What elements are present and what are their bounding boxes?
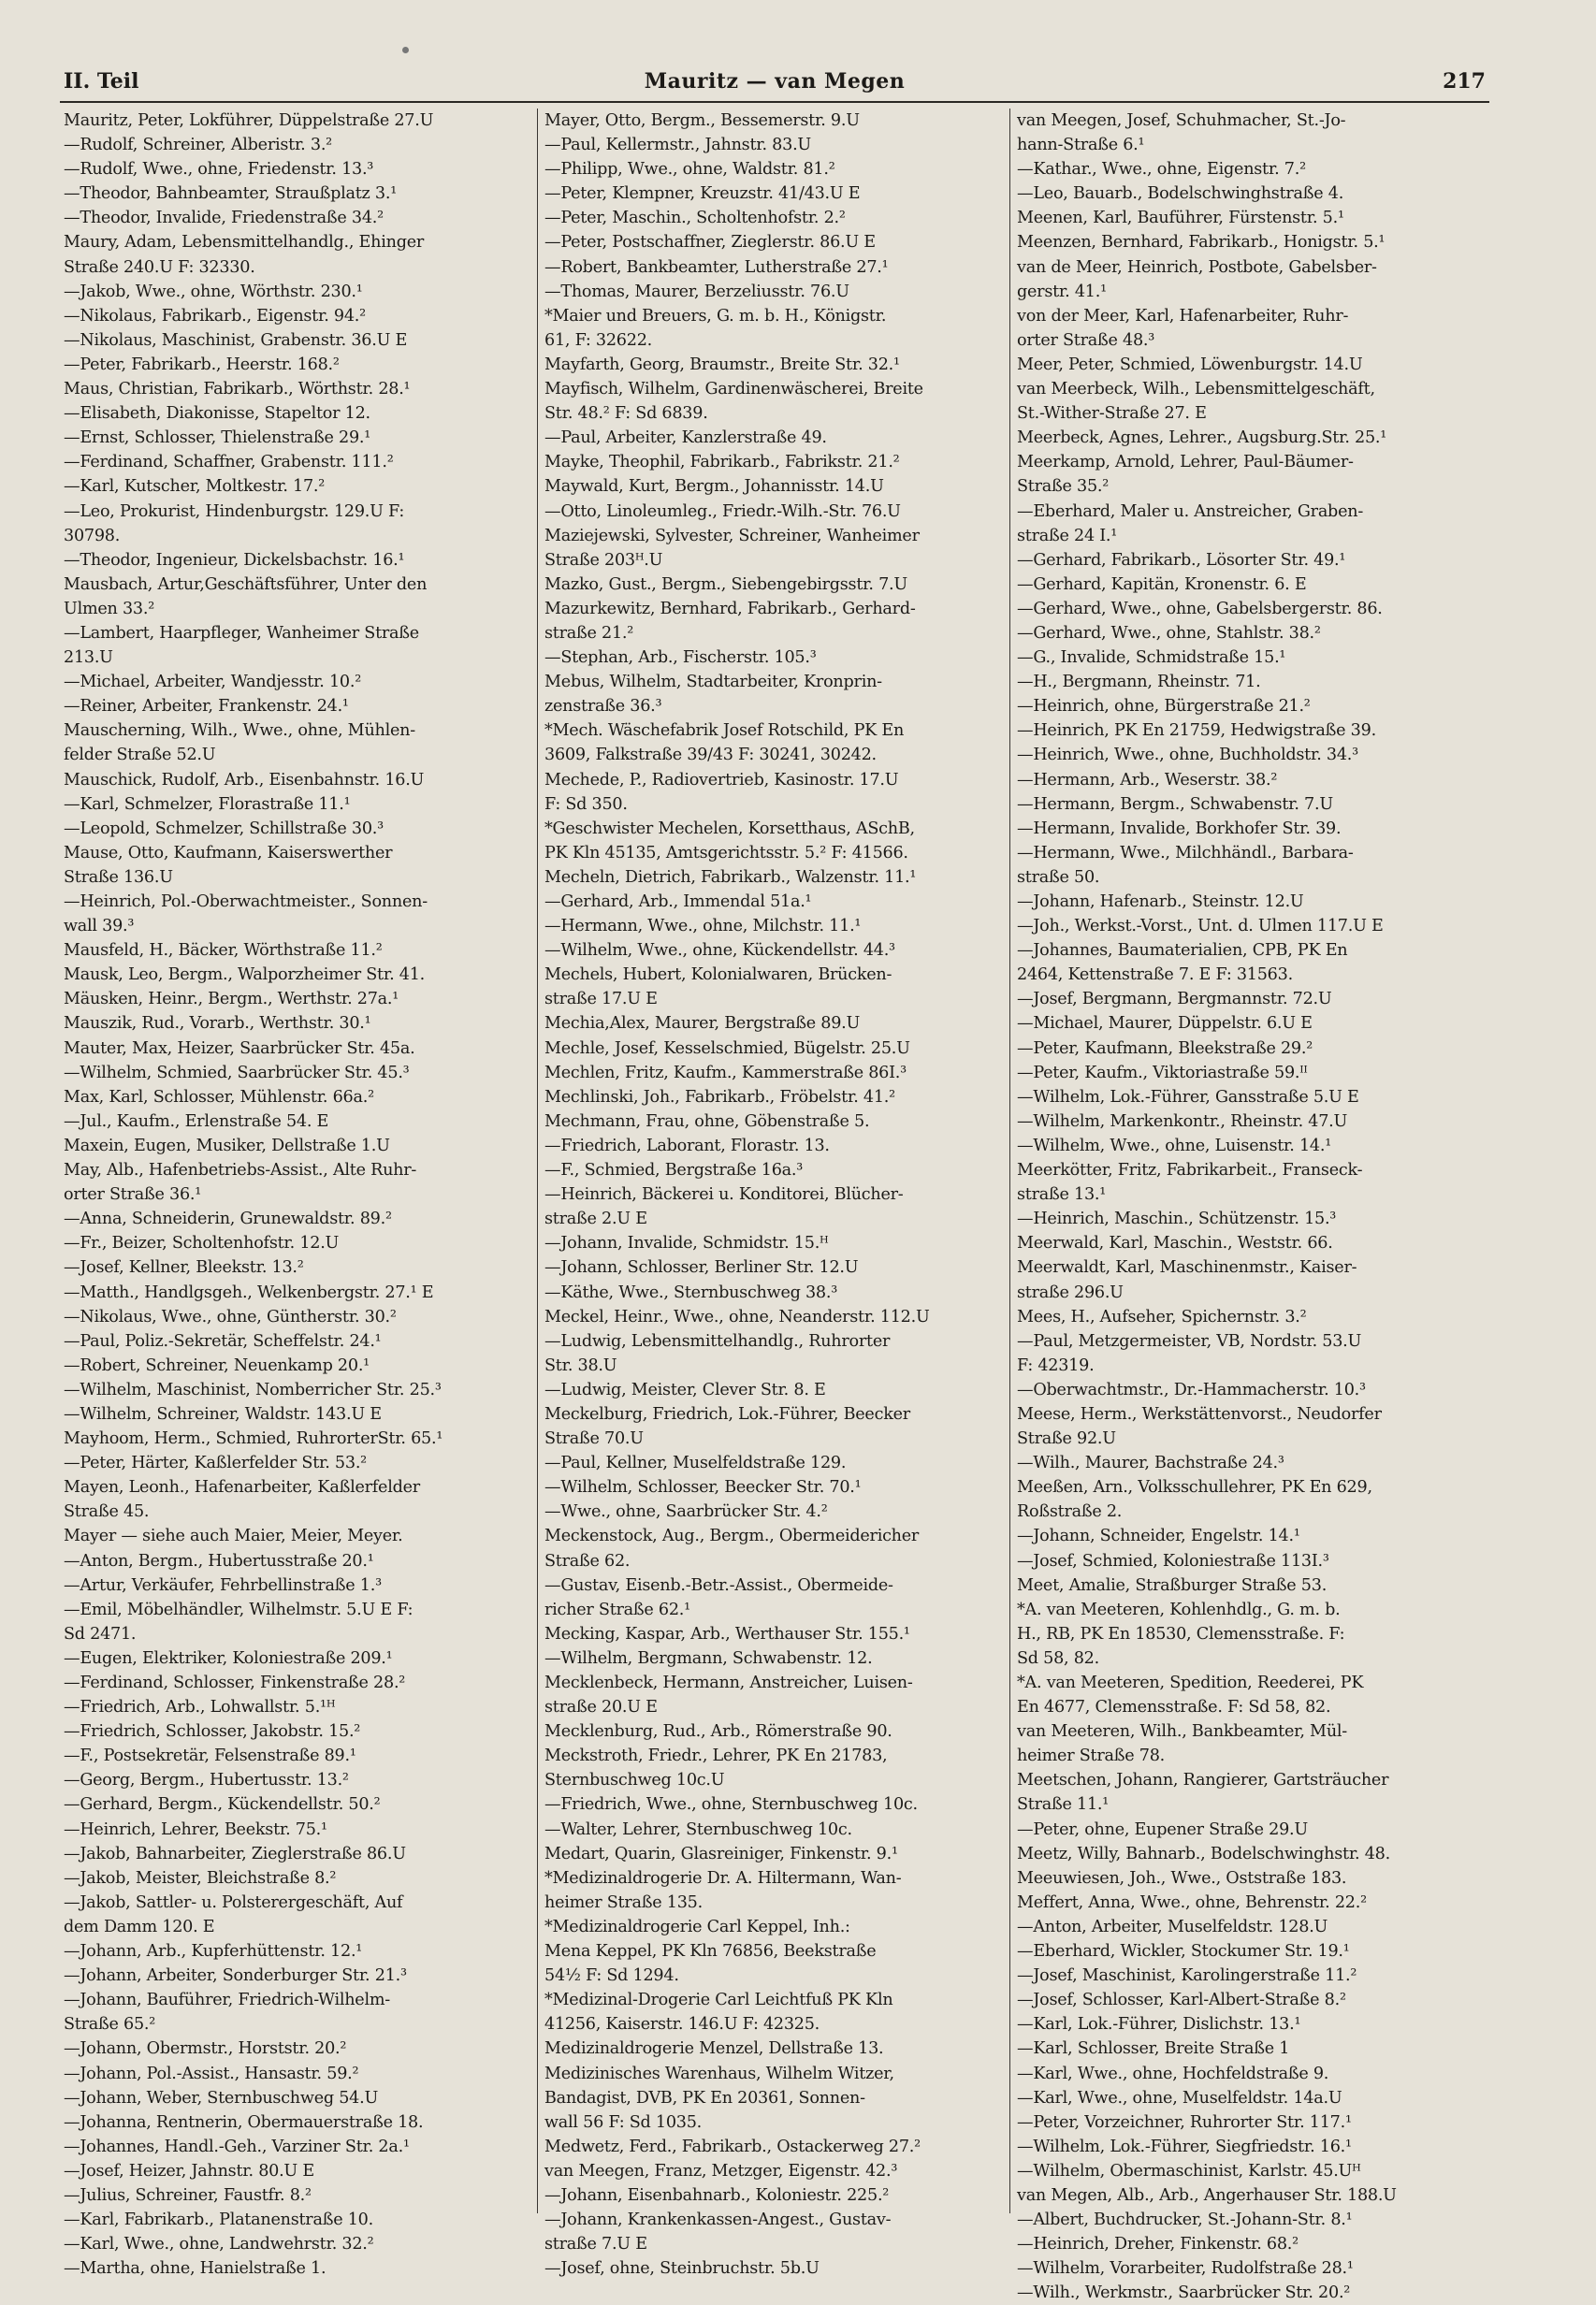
directory-entry-line: —Johann, Arbeiter, Sonderburger Str. 21.³	[64, 1966, 407, 1986]
directory-entry-line: —Peter, Kaufm., Viktoriastraße 59.ᴵᴵ	[1017, 1063, 1308, 1082]
directory-entry-line: —Karl, Kutscher, Moltkestr. 17.²	[64, 477, 326, 497]
directory-entry-line: Maywald, Kurt, Bergm., Johannisstr. 14.U	[544, 477, 884, 497]
directory-entry-line: Mebus, Wilhelm, Stadtarbeiter, Kronprin-	[544, 673, 882, 692]
directory-entry-line: *Medizinaldrogerie Dr. A. Hiltermann, Wan-	[544, 1868, 902, 1888]
directory-entry-line: straße 21.²	[544, 623, 634, 643]
directory-entry-line: Straße 65.²	[64, 2015, 156, 2035]
directory-entry-line: —Eberhard, Maler u. Anstreicher, Graben-	[1017, 501, 1364, 521]
directory-entry-line: —Wilhelm, Lok.-Führer, Siegfriedstr. 16.¹	[1017, 2137, 1352, 2156]
directory-entry-line: *Medizinaldrogerie Carl Keppel, Inh.:	[544, 1917, 850, 1936]
directory-entry-line: Mayfisch, Wilhelm, Gardinenwäscherei, Breite	[544, 380, 923, 399]
directory-entry-line: —Jul., Kaufm., Erlenstraße 54. E	[64, 1111, 329, 1131]
directory-entry-line: F: 42319.	[1017, 1355, 1095, 1375]
directory-entry-line: —Jakob, Sattler- u. Polsterergeschäft, Auf	[64, 1892, 403, 1912]
directory-entry-line: —Josef, Bergmann, Bergmannstr. 72.U	[1017, 990, 1332, 1009]
directory-entry-line: Mazko, Gust., Bergm., Siebengebirgsstr. 7.U	[544, 574, 907, 594]
directory-entry-line: —Peter, Kaufmann, Bleekstraße 29.²	[1017, 1038, 1313, 1058]
directory-entry-line: Mäusken, Heinr., Bergm., Werthstr. 27a.¹	[64, 990, 399, 1009]
directory-entry-line: Meckel, Heinr., Wwe., ohne, Neanderstr. 112.U	[544, 1307, 930, 1326]
directory-entry-line: —Robert, Schreiner, Neuenkamp 20.¹	[64, 1355, 370, 1375]
directory-entry-line: Straße 136.U	[64, 867, 173, 887]
directory-entry-line: —Gerhard, Bergm., Kückendellstr. 50.²	[64, 1795, 381, 1815]
directory-entry-line: felder Straße 52.U	[64, 746, 216, 765]
directory-entry-line: —Johannes, Handl.-Geh., Varziner Str. 2a.¹	[64, 2137, 410, 2156]
directory-entry-line: Mauter, Max, Heizer, Saarbrücker Str. 45a.	[64, 1038, 415, 1058]
directory-entry-line: —Hermann, Invalide, Borkhofer Str. 39.	[1017, 819, 1342, 838]
directory-entry-line: van Meegen, Josef, Schuhmacher, St.-Jo-	[1017, 111, 1346, 130]
directory-entry-line: —Nikolaus, Wwe., ohne, Güntherstr. 30.²	[64, 1307, 397, 1326]
directory-entry-line: —Karl, Wwe., ohne, Landwehrstr. 32.²	[64, 2235, 374, 2254]
directory-entry-line: —Karl, Schlosser, Breite Straße 1	[1017, 2039, 1290, 2059]
directory-entry-line: Straße 70.U	[544, 1429, 644, 1449]
page-number: 217	[1443, 69, 1486, 94]
paper-speck	[402, 47, 409, 53]
directory-entry-line: —Johann, Krankenkassen-Angest., Gustav-	[544, 2211, 892, 2230]
directory-entry-line: Max, Karl, Schlosser, Mühlenstr. 66a.²	[64, 1087, 374, 1107]
directory-entry-line: Maxein, Eugen, Musiker, Dellstraße 1.U	[64, 1136, 390, 1155]
directory-entry-line: —Eberhard, Wickler, Stockumer Str. 19.¹	[1017, 1942, 1350, 1962]
directory-entry-line: —Josef, Kellner, Bleekstr. 13.²	[64, 1258, 304, 1278]
directory-entry-line: Ulmen 33.²	[64, 599, 155, 618]
directory-entry-line: Mechle, Josef, Kesselschmied, Bügelstr. 25.U	[544, 1038, 910, 1058]
directory-entry-line: —Oberwachtmstr., Dr.-Hammacherstr. 10.³	[1017, 1380, 1366, 1399]
directory-entry-line: H., RB, PK En 18530, Clemensstraße. F:	[1017, 1624, 1345, 1644]
directory-entry-line: Straße 203ᴴ.U	[544, 550, 663, 570]
directory-entry-line: heimer Straße 78.	[1017, 1747, 1165, 1766]
directory-entry-line: dem Damm 120. E	[64, 1917, 215, 1936]
directory-entry-line: —Peter, Klempner, Kreuzstr. 41/43.U E	[544, 184, 861, 204]
directory-entry-line: —Gerhard, Wwe., ohne, Gabelsbergerstr. 86.	[1017, 599, 1383, 618]
directory-entry-line: —Anton, Arbeiter, Muselfeldstr. 128.U	[1017, 1917, 1328, 1936]
directory-entry-line: —Wilhelm, Schreiner, Waldstr. 143.U E	[64, 1404, 382, 1424]
directory-entry-line: —Georg, Bergm., Hubertusstr. 13.²	[64, 1771, 349, 1790]
directory-entry-line: —Eugen, Elektriker, Koloniestraße 209.¹	[64, 1648, 393, 1668]
directory-entry-line: En 4677, Clemensstraße. F: Sd 58, 82.	[1017, 1698, 1331, 1718]
directory-entry-line: —Josef, ohne, Steinbruchstr. 5b.U	[544, 2259, 820, 2279]
directory-entry-line: —Albert, Buchdrucker, St.-Johann-Str. 8.¹	[1017, 2211, 1353, 2230]
directory-entry-line: Maury, Adam, Lebensmittelhandlg., Ehinger	[64, 233, 425, 253]
directory-entry-line: —Jakob, Wwe., ohne, Wörthstr. 230.¹	[64, 282, 363, 301]
directory-entry-line: Sd 2471.	[64, 1624, 137, 1644]
directory-entry-line: Bandagist, DVB, PK En 20361, Sonnen-	[544, 2088, 865, 2108]
directory-entry-line: —Wilh., Maurer, Bachstraße 24.³	[1017, 1454, 1284, 1473]
directory-entry-line: —Leo, Prokurist, Hindenburgstr. 129.U F:	[64, 501, 405, 521]
directory-entry-line: Mayfarth, Georg, Braumstr., Breite Str. 32.¹	[544, 355, 900, 374]
directory-entry-line: —Fr., Beizer, Scholtenhofstr. 12.U	[64, 1234, 340, 1254]
directory-entry-line: —Matth., Handlgsgeh., Welkenbergstr. 27.¹ E	[64, 1283, 434, 1302]
directory-entry-line: —Josef, Schlosser, Karl-Albert-Straße 8.²	[1017, 1991, 1346, 2010]
directory-entry-line: —Johann, Pol.-Assist., Hansastr. 59.²	[64, 2064, 359, 2083]
directory-entry-line: Straße 240.U F: 32330.	[64, 257, 255, 277]
directory-entry-line: —Ludwig, Meister, Clever Str. 8. E	[544, 1380, 826, 1399]
directory-entry-line: —Elisabeth, Diakonisse, Stapeltor 12.	[64, 404, 370, 424]
directory-entry-line: —Wilhelm, Schlosser, Beecker Str. 70.¹	[544, 1478, 862, 1498]
directory-entry-line: —Kathar., Wwe., ohne, Eigenstr. 7.²	[1017, 160, 1306, 180]
directory-entry-line: F: Sd 350.	[544, 794, 628, 814]
directory-entry-line: Meetz, Willy, Bahnarb., Bodelschwinghstr. 48.	[1017, 1844, 1390, 1863]
directory-entry-line: —Leo, Bauarb., Bodelschwinghstraße 4.	[1017, 184, 1344, 204]
directory-entry-line: Meerwald, Karl, Maschin., Weststr. 66.	[1017, 1234, 1333, 1254]
directory-entry-line: —Johann, Schneider, Engelstr. 14.¹	[1017, 1527, 1300, 1546]
directory-entry-line: Mausbach, Artur,Geschäftsführer, Unter den	[64, 574, 428, 594]
directory-entry-line: —Peter, Härter, Kaßlerfelder Str. 53.²	[64, 1454, 367, 1473]
directory-entry-line: Meckstroth, Friedr., Lehrer, PK En 21783,	[544, 1747, 888, 1766]
directory-entry-line: —Anton, Bergm., Hubertusstraße 20.¹	[64, 1551, 374, 1571]
directory-entry-line: —Friedrich, Wwe., ohne, Sternbuschweg 10c.	[544, 1795, 918, 1815]
directory-entry-line: —Wilh., Werkmstr., Saarbrücker Str. 20.²	[1017, 2283, 1351, 2303]
directory-entry-line: —Gerhard, Kapitän, Kronenstr. 6. E	[1017, 574, 1307, 594]
directory-entry-line: —Julius, Schreiner, Faustfr. 8.²	[64, 2185, 312, 2205]
directory-entry-line: —Peter, Vorzeichner, Ruhrorter Str. 117.¹	[1017, 2112, 1352, 2132]
directory-entry-line: heimer Straße 135.	[544, 1892, 703, 1912]
directory-entry-line: Mause, Otto, Kaufmann, Kaiserswerther	[64, 843, 393, 863]
directory-entry-line: —Johanna, Rentnerin, Obermauerstraße 18.	[64, 2112, 424, 2132]
directory-entry-line: Mazurkewitz, Bernhard, Fabrikarb., Gerhard-	[544, 599, 916, 618]
directory-entry-line: Mauritz, Peter, Lokführer, Düppelstraße 27.U	[64, 111, 434, 130]
directory-entry-line: —Robert, Bankbeamter, Lutherstraße 27.¹	[544, 257, 889, 277]
directory-entry-line: Mechmann, Frau, ohne, Göbenstraße 5.	[544, 1111, 870, 1131]
directory-entry-line: —Wilhelm, Lok.-Führer, Gansstraße 5.U E	[1017, 1087, 1359, 1107]
directory-entry-line: straße 20.U E	[544, 1698, 658, 1718]
column-3	[1017, 109, 1482, 2303]
directory-entry-line: van de Meer, Heinrich, Postbote, Gabelsber-	[1017, 257, 1377, 277]
directory-entry-line: —Johann, Schlosser, Berliner Str. 12.U	[544, 1258, 859, 1278]
directory-entry-line: straße 50.	[1017, 867, 1100, 887]
running-title: Mauritz — van Megen	[644, 69, 906, 94]
directory-entry-line: —Ferdinand, Schaffner, Grabenstr. 111.²	[64, 453, 394, 472]
directory-entry-line: —Johann, Hafenarb., Steinstr. 12.U	[1017, 892, 1304, 911]
directory-entry-line: —Jakob, Bahnarbeiter, Zieglerstraße 86.U	[64, 1844, 406, 1863]
directory-entry-line: Mayke, Theophil, Fabrikarb., Fabrikstr. 21.²	[544, 453, 900, 472]
directory-entry-line: —Wilhelm, Vorarbeiter, Rudolfstraße 28.¹	[1017, 2259, 1354, 2279]
directory-entry-line: Mecklenbeck, Hermann, Anstreicher, Luisen-	[544, 1674, 913, 1692]
directory-entry-line: Meeßen, Arn., Volksschullehrer, PK En 629,	[1017, 1478, 1372, 1498]
directory-entry-line: Mena Keppel, PK Kln 76856, Beekstraße	[544, 1942, 877, 1962]
directory-entry-line: Mayer — siehe auch Maier, Meier, Meyer.	[64, 1527, 403, 1546]
directory-entry-line: —Hermann, Bergm., Schwabenstr. 7.U	[1017, 794, 1333, 814]
directory-entry-line: Mecklenburg, Rud., Arb., Römerstraße 90.	[544, 1722, 892, 1742]
directory-entry-line: van Megen, Alb., Arb., Angerhauser Str. 188.U	[1017, 2185, 1397, 2205]
directory-entry-line: Mayen, Leonh., Hafenarbeiter, Kaßlerfelder	[64, 1478, 420, 1498]
directory-entry-line: —Wilhelm, Maschinist, Nomberricher Str. 25.³	[64, 1380, 442, 1399]
directory-entry-line: —Josef, Schmied, Koloniestraße 113I.³	[1017, 1551, 1329, 1571]
directory-entry-line: —F., Schmied, Bergstraße 16a.³	[544, 1161, 804, 1181]
directory-entry-line: von der Meer, Karl, Hafenarbeiter, Ruhr-	[1017, 306, 1349, 326]
directory-entry-line: —Gerhard, Wwe., ohne, Stahlstr. 38.²	[1017, 623, 1321, 643]
directory-entry-line: straße 2.U E	[544, 1210, 647, 1229]
directory-entry-line: May, Alb., Hafenbetriebs-Assist., Alte Ruhr-	[64, 1161, 417, 1181]
directory-entry-line: —Käthe, Wwe., Sternbuschweg 38.³	[544, 1283, 838, 1302]
directory-entry-line: orter Straße 36.¹	[64, 1185, 202, 1205]
directory-entry-line: Mecheln, Dietrich, Fabrikarb., Walzenstr. 11.¹	[544, 867, 917, 887]
directory-entry-line: 213.U	[64, 648, 113, 668]
directory-entry-line: —Wwe., ohne, Saarbrücker Str. 4.²	[544, 1502, 828, 1522]
directory-entry-line: —Gerhard, Arb., Immendal 51a.¹	[544, 892, 812, 911]
directory-entry-line: Mauscherning, Wilh., Wwe., ohne, Mühlen-	[64, 721, 415, 741]
directory-entry-line: —Nikolaus, Fabrikarb., Eigenstr. 94.²	[64, 306, 366, 326]
directory-entry-line: Mauszik, Rud., Vorarb., Werthstr. 30.¹	[64, 1014, 371, 1034]
directory-entry-line: —F., Postsekretär, Felsenstraße 89.¹	[64, 1747, 356, 1766]
directory-entry-line: Maus, Christian, Fabrikarb., Wörthstr. 28.¹	[64, 380, 411, 399]
directory-entry-line: —Theodor, Ingenieur, Dickelsbachstr. 16.¹	[64, 550, 405, 570]
directory-entry-line: —Nikolaus, Maschinist, Grabenstr. 36.U E	[64, 330, 408, 350]
directory-entry-line: —Paul, Kellner, Muselfeldstraße 129.	[544, 1454, 847, 1473]
directory-entry-line: —Karl, Wwe., ohne, Muselfeldstr. 14a.U	[1017, 2088, 1342, 2108]
directory-entry-line: Meese, Herm., Werkstättenvorst., Neudorfer	[1017, 1404, 1382, 1424]
directory-entry-line: hann-Straße 6.¹	[1017, 136, 1145, 155]
directory-entry-line: Straße 92.U	[1017, 1429, 1116, 1449]
directory-entry-line: —Joh., Werkst.-Vorst., Unt. d. Ulmen 117.U E	[1017, 917, 1384, 936]
directory-entry-line: —Ernst, Schlosser, Thielenstraße 29.¹	[64, 428, 371, 448]
directory-entry-line: Straße 11.¹	[1017, 1795, 1110, 1815]
directory-entry-line: Meckelburg, Friedrich, Lok.-Führer, Beecker	[544, 1404, 910, 1424]
directory-entry-line: —Michael, Arbeiter, Wandjesstr. 10.²	[64, 673, 362, 692]
directory-entry-line: —Wilhelm, Markenkontr., Rheinstr. 47.U	[1017, 1111, 1348, 1131]
column-1	[64, 109, 529, 2279]
directory-entry-line: 61, F: 32622.	[544, 330, 652, 350]
directory-entry-line: —Johann, Invalide, Schmidstr. 15.ᴴ	[544, 1234, 829, 1254]
directory-entry-line: —Lambert, Haarpfleger, Wanheimer Straße	[64, 623, 419, 643]
directory-entry-line: Mausfeld, H., Bäcker, Wörthstraße 11.²	[64, 941, 383, 961]
directory-entry-line: Sd 58, 82.	[1017, 1648, 1099, 1668]
directory-entry-line: —Friedrich, Schlosser, Jakobstr. 15.²	[64, 1722, 361, 1742]
directory-entry-line: —H., Bergmann, Rheinstr. 71.	[1017, 673, 1261, 692]
directory-entry-line: —Ludwig, Lebensmittelhandlg., Ruhrorter	[544, 1331, 891, 1351]
directory-entry-line: Str. 48.² F: Sd 6839.	[544, 404, 708, 424]
directory-entry-line: —Heinrich, Lehrer, Beekstr. 75.¹	[64, 1819, 327, 1839]
directory-entry-line: van Meegen, Franz, Metzger, Eigenstr. 42.³	[544, 2161, 898, 2181]
directory-entry-line: wall 39.³	[64, 917, 135, 936]
directory-entry-line: Meeuwiesen, Joh., Wwe., Oststraße 183.	[1017, 1868, 1347, 1888]
directory-entry-line: —Johann, Eisenbahnarb., Koloniestr. 225.²	[544, 2185, 890, 2205]
directory-entry-line: —Peter, Postschaffner, Zieglerstr. 86.U E	[544, 233, 876, 253]
page-header	[64, 69, 1486, 101]
directory-entry-line: —Ferdinand, Schlosser, Finkenstraße 28.²	[64, 1674, 406, 1692]
directory-entry-line: 3609, Falkstraße 39/43 F: 30241, 30242.	[544, 746, 877, 765]
directory-entry-line: Meerkötter, Fritz, Fabrikarbeit., Franseck-	[1017, 1161, 1363, 1181]
directory-entry-line: —Peter, Maschin., Scholtenhofstr. 2.²	[544, 209, 846, 228]
directory-entry-line: Straße 45.	[64, 1502, 150, 1522]
directory-entry-line: —Philipp, Wwe., ohne, Waldstr. 81.²	[544, 160, 835, 180]
directory-entry-line: 41256, Kaiserstr. 146.U F: 42325.	[544, 2015, 820, 2035]
directory-entry-line: *A. van Meeteren, Kohlenhdlg., G. m. b.	[1017, 1600, 1341, 1619]
directory-entry-line: Mechede, P., Radiovertrieb, Kasinostr. 17.U	[544, 770, 899, 790]
directory-entry-line: —Jakob, Meister, Bleichstraße 8.²	[64, 1868, 337, 1888]
directory-entry-line: St.-Wither-Straße 27. E	[1017, 404, 1207, 424]
directory-entry-line: —Wilhelm, Wwe., ohne, Kückendellstr. 44.³	[544, 941, 895, 961]
column-2	[544, 109, 1009, 2279]
directory-entry-line: Meetschen, Johann, Rangierer, Gartsträucher	[1017, 1771, 1389, 1790]
directory-entry-line: —Heinrich, Bäckerei u. Konditorei, Blücher-	[544, 1185, 904, 1205]
directory-entry-line: *A. van Meeteren, Spedition, Reederei, PK	[1017, 1674, 1364, 1692]
directory-entry-line: —Karl, Wwe., ohne, Hochfeldstraße 9.	[1017, 2064, 1329, 2083]
directory-entry-line: Mecking, Kaspar, Arb., Werthauser Str. 155.¹	[544, 1624, 910, 1644]
directory-entry-line: Mayer, Otto, Bergm., Bessemerstr. 9.U	[544, 111, 860, 130]
directory-entry-line: Meckenstock, Aug., Bergm., Obermeidericher	[544, 1527, 920, 1546]
directory-entry-line: —Martha, ohne, Hanielstraße 1.	[64, 2259, 326, 2279]
directory-entry-line: Medart, Quarin, Glasreiniger, Finkenstr. 9.¹	[544, 1844, 898, 1863]
directory-entry-line: —Otto, Linoleumleg., Friedr.-Wilh.-Str. 76.U	[544, 501, 901, 521]
directory-entry-line: van Meeteren, Wilh., Bankbeamter, Mül-	[1017, 1722, 1347, 1742]
directory-entry-line: —Paul, Poliz.-Sekretär, Scheffelstr. 24.¹	[64, 1331, 382, 1351]
directory-entry-line: van Meerbeck, Wilh., Lebensmittelgeschäft,	[1017, 380, 1375, 399]
directory-entry-line: Mechels, Hubert, Kolonialwaren, Brücken-	[544, 965, 892, 985]
directory-entry-line: gerstr. 41.¹	[1017, 282, 1107, 301]
directory-entry-line: PK Kln 45135, Amtsgerichtsstr. 5.² F: 41566.	[544, 843, 908, 863]
directory-entry-line: Maziejewski, Sylvester, Schreiner, Wanheimer	[544, 526, 920, 545]
directory-entry-line: —Heinrich, Wwe., ohne, Buchholdstr. 34.³	[1017, 746, 1358, 765]
directory-entry-line: Mechia,Alex, Maurer, Bergstraße 89.U	[544, 1014, 861, 1034]
directory-entry-line: Meerwaldt, Karl, Maschinenmstr., Kaiser-	[1017, 1258, 1357, 1278]
directory-entry-line: —Gustav, Eisenb.-Betr.-Assist., Obermeide-	[544, 1575, 893, 1595]
directory-entry-line: —G., Invalide, Schmidstraße 15.¹	[1017, 648, 1286, 668]
directory-entry-line: 30798.	[64, 526, 121, 545]
directory-entry-line: 54½ F: Sd 1294.	[544, 1966, 679, 1986]
directory-entry-line: straße 296.U	[1017, 1283, 1124, 1302]
directory-entry-line: Mauschick, Rudolf, Arb., Eisenbahnstr. 16.U	[64, 770, 425, 790]
section-label: II. Teil	[64, 69, 139, 94]
directory-entry-line: orter Straße 48.³	[1017, 330, 1155, 350]
directory-entry-line: —Heinrich, Dreher, Finkenstr. 68.²	[1017, 2235, 1299, 2254]
column-divider	[537, 109, 538, 2213]
directory-entry-line: —Karl, Schmelzer, Florastraße 11.¹	[64, 794, 351, 814]
directory-entry-line: —Johann, Arb., Kupferhüttenstr. 12.¹	[64, 1942, 363, 1962]
directory-entry-line: straße 7.U E	[544, 2235, 647, 2254]
directory-entry-line: —Heinrich, PK En 21759, Hedwigstraße 39.	[1017, 721, 1376, 741]
directory-entry-line: —Josef, Heizer, Jahnstr. 80.U E	[64, 2161, 314, 2181]
directory-entry-line: —Gerhard, Fabrikarb., Lösorter Str. 49.¹	[1017, 550, 1346, 570]
directory-entry-line: —Reiner, Arbeiter, Frankenstr. 24.¹	[64, 697, 349, 717]
directory-entry-line: —Paul, Kellermstr., Jahnstr. 83.U	[544, 136, 811, 155]
directory-entry-line: —Wilhelm, Schmied, Saarbrücker Str. 45.³	[64, 1063, 410, 1082]
directory-entry-line: —Theodor, Invalide, Friedenstraße 34.²	[64, 209, 384, 228]
directory-entry-line: —Hermann, Arb., Weserstr. 38.²	[1017, 770, 1278, 790]
directory-entry-line: richer Straße 62.¹	[544, 1600, 690, 1619]
directory-entry-line: —Hermann, Wwe., Milchhändl., Barbara-	[1017, 843, 1354, 863]
directory-entry-line: Mayhoom, Herm., Schmied, RuhrorterStr. 65.¹	[64, 1429, 443, 1449]
directory-entry-line: Meerkamp, Arnold, Lehrer, Paul-Bäumer-	[1017, 453, 1354, 472]
directory-entry-line: wall 56 F: Sd 1035.	[544, 2112, 703, 2132]
directory-entry-line: Straße 35.²	[1017, 477, 1110, 497]
directory-entry-line: Mechlen, Fritz, Kaufm., Kammerstraße 86I.³	[544, 1063, 907, 1082]
directory-entry-line: —Heinrich, Pol.-Oberwachtmeister., Sonnen-	[64, 892, 428, 911]
directory-entry-line: —Karl, Lok.-Führer, Dislichstr. 13.¹	[1017, 2015, 1301, 2035]
directory-entry-line: Medwetz, Ferd., Fabrikarb., Ostackerweg 27.²	[544, 2137, 921, 2156]
directory-entry-line: —Artur, Verkäufer, Fehrbellinstraße 1.³	[64, 1575, 382, 1595]
directory-entry-line: —Walter, Lehrer, Sternbuschweg 10c.	[544, 1819, 852, 1839]
directory-entry-line: —Rudolf, Wwe., ohne, Friedenstr. 13.³	[64, 160, 374, 180]
directory-entry-line: Meet, Amalie, Straßburger Straße 53.	[1017, 1575, 1328, 1595]
directory-entry-line: —Anna, Schneiderin, Grunewaldstr. 89.²	[64, 1210, 392, 1229]
directory-entry-line: Str. 38.U	[544, 1355, 617, 1375]
directory-entry-line: —Peter, Fabrikarb., Heerstr. 168.²	[64, 355, 340, 374]
directory-entry-line: —Hermann, Wwe., ohne, Milchstr. 11.¹	[544, 917, 862, 936]
directory-entry-line: —Wilhelm, Wwe., ohne, Luisenstr. 14.¹	[1017, 1136, 1332, 1155]
directory-entry-line: Mechlinski, Joh., Fabrikarb., Fröbelstr. 41.²	[544, 1087, 895, 1107]
directory-entry-line: *Mech. Wäschefabrik Josef Rotschild, PK En	[544, 721, 905, 741]
directory-entry-line: —Stephan, Arb., Fischerstr. 105.³	[544, 648, 817, 668]
directory-entry-line: —Heinrich, ohne, Bürgerstraße 21.²	[1017, 697, 1311, 717]
header-rule	[60, 101, 1489, 103]
directory-entry-line: —Friedrich, Arb., Lohwallstr. 5.¹ᴴ	[64, 1698, 336, 1718]
directory-entry-line: Mees, H., Aufseher, Spichernstr. 3.²	[1017, 1307, 1307, 1326]
directory-entry-line: *Medizinal-Drogerie Carl Leichtfuß PK Kln	[544, 1991, 893, 2010]
directory-entry-line: —Johannes, Baumaterialien, CPB, PK En	[1017, 941, 1348, 961]
directory-entry-line: *Geschwister Mechelen, Korsetthaus, ASchB,	[544, 819, 915, 838]
directory-entry-line: 2464, Kettenstraße 7. E F: 31563.	[1017, 965, 1293, 985]
directory-entry-line: —Emil, Möbelhändler, Wilhelmstr. 5.U E F:	[64, 1600, 414, 1619]
directory-entry-line: —Michael, Maurer, Düppelstr. 6.U E	[1017, 1014, 1313, 1034]
directory-entry-line: —Wilhelm, Obermaschinist, Karlstr. 45.Uᴴ	[1017, 2161, 1361, 2181]
directory-entry-line: Mausk, Leo, Bergm., Walporzheimer Str. 41.	[64, 965, 425, 985]
directory-entry-line: —Paul, Arbeiter, Kanzlerstraße 49.	[544, 428, 827, 448]
directory-entry-line: —Johann, Weber, Sternbuschweg 54.U	[64, 2088, 379, 2108]
directory-entry-line: —Johann, Obermstr., Horststr. 20.²	[64, 2039, 347, 2059]
directory-entry-line: straße 13.¹	[1017, 1185, 1107, 1205]
directory-entry-line: —Heinrich, Maschin., Schützenstr. 15.³	[1017, 1210, 1337, 1229]
directory-entry-line: *Maier und Breuers, G. m. b. H., Königstr.	[544, 306, 887, 326]
directory-entry-line: —Theodor, Bahnbeamter, Straußplatz 3.¹	[64, 184, 398, 204]
directory-entry-line: straße 24 I.¹	[1017, 526, 1118, 545]
directory-entry-line: Medizinaldrogerie Menzel, Dellstraße 13.	[544, 2039, 884, 2059]
directory-entry-line: —Rudolf, Schreiner, Alberistr. 3.²	[64, 136, 332, 155]
directory-entry-line: —Karl, Fabrikarb., Platanenstraße 10.	[64, 2211, 373, 2230]
directory-entry-line: Roßstraße 2.	[1017, 1502, 1123, 1522]
directory-entry-line: zenstraße 36.³	[544, 697, 662, 717]
directory-entry-line: —Thomas, Maurer, Berzeliusstr. 76.U	[544, 282, 849, 301]
directory-entry-line: —Peter, ohne, Eupener Straße 29.U	[1017, 1819, 1308, 1839]
directory-entry-line: straße 17.U E	[544, 990, 658, 1009]
directory-entry-line: Meenen, Karl, Bauführer, Fürstenstr. 5.¹	[1017, 209, 1344, 228]
column-divider	[1009, 109, 1010, 2213]
directory-entry-line: Meerbeck, Agnes, Lehrer., Augsburg.Str. 25.¹	[1017, 428, 1387, 448]
directory-entry-line: Meer, Peter, Schmied, Löwenburgstr. 14.U	[1017, 355, 1363, 374]
directory-entry-line: Meffert, Anna, Wwe., ohne, Behrenstr. 22.²	[1017, 1892, 1367, 1912]
directory-entry-line: —Paul, Metzgermeister, VB, Nordstr. 53.U	[1017, 1331, 1362, 1351]
directory-entry-line: Straße 62.	[544, 1551, 631, 1571]
directory-entry-line: —Josef, Maschinist, Karolingerstraße 11.²	[1017, 1966, 1357, 1986]
directory-entry-line: Meenzen, Bernhard, Fabrikarb., Honigstr. 5.¹	[1017, 233, 1386, 253]
directory-entry-line: Medizinisches Warenhaus, Wilhelm Witzer,	[544, 2064, 894, 2083]
directory-entry-line: —Friedrich, Laborant, Florastr. 13.	[544, 1136, 830, 1155]
directory-entry-line: —Johann, Bauführer, Friedrich-Wilhelm-	[64, 1991, 390, 2010]
directory-entry-line: —Leopold, Schmelzer, Schillstraße 30.³	[64, 819, 384, 838]
directory-entry-line: Sternbuschweg 10c.U	[544, 1771, 725, 1790]
directory-entry-line: —Wilhelm, Bergmann, Schwabenstr. 12.	[544, 1648, 873, 1668]
